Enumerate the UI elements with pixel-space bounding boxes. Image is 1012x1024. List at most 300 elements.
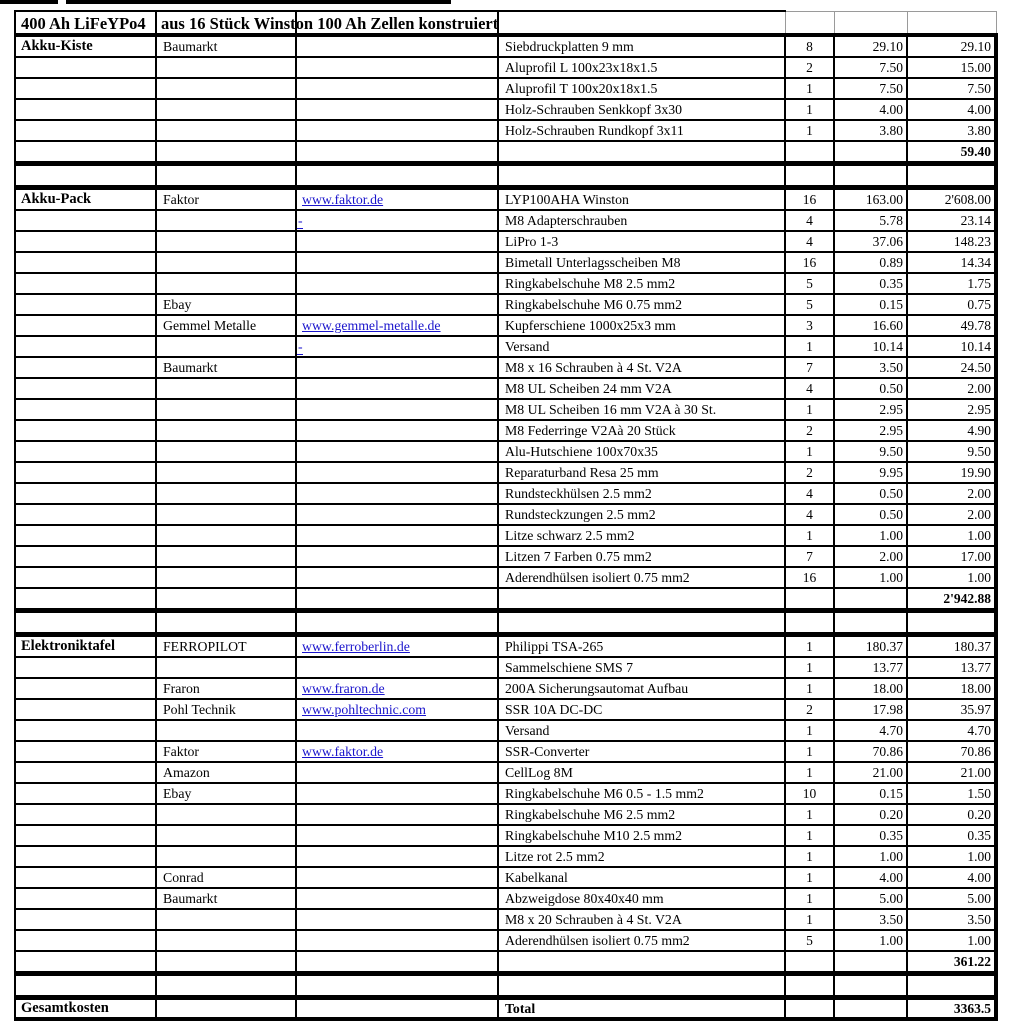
cell-url <box>296 635 498 658</box>
cell-unit-price: 180.37 <box>834 635 907 658</box>
subtotal-row <box>15 588 996 611</box>
cell-category <box>15 783 156 804</box>
table-row <box>15 420 996 441</box>
cell-item: Aluprofil L 100x23x18x1.5 <box>498 57 785 78</box>
cell-item: LiPro 1-3 <box>498 231 785 252</box>
cell-unit-price: 0.20 <box>834 804 907 825</box>
cell-total: 18.00 <box>907 678 996 699</box>
cell-empty <box>785 611 834 635</box>
table-row <box>15 462 996 483</box>
cell-empty <box>907 611 996 635</box>
cell-empty <box>156 164 296 188</box>
cell-empty <box>498 611 785 635</box>
cell-empty <box>498 141 785 164</box>
table-row <box>15 99 996 120</box>
cell-empty <box>834 164 907 188</box>
cell-supplier <box>156 546 296 567</box>
table-row <box>15 357 996 378</box>
cell-category <box>15 867 156 888</box>
cell-unit-price: 0.35 <box>834 273 907 294</box>
spacer-row <box>15 164 996 188</box>
cell-item: M8 UL Scheiben 16 mm V2A à 30 St. <box>498 399 785 420</box>
cell-total: 23.14 <box>907 210 996 231</box>
cell-section-subtotal: 59.40 <box>907 141 996 164</box>
cell-supplier <box>156 657 296 678</box>
cell-url <box>296 783 498 804</box>
cell-total: 29.10 <box>907 35 996 57</box>
cell-supplier <box>156 210 296 231</box>
cell-total: 5.00 <box>907 888 996 909</box>
cell-qty: 1 <box>785 336 834 357</box>
cell-category <box>15 888 156 909</box>
cell-supplier: Baumarkt <box>156 888 296 909</box>
table-row <box>15 762 996 783</box>
cell-unit-price: 2.95 <box>834 399 907 420</box>
table-row <box>15 846 996 867</box>
cell-url <box>296 252 498 273</box>
cell-total: 2.00 <box>907 483 996 504</box>
table-row <box>15 635 996 658</box>
cell-empty <box>834 951 907 974</box>
cell-empty <box>156 974 296 998</box>
cell-total: 13.77 <box>907 657 996 678</box>
cell-supplier: FERROPILOT <box>156 635 296 658</box>
cell-empty <box>834 588 907 611</box>
empty-link-mark: - <box>298 213 303 228</box>
cell-total: 1.75 <box>907 273 996 294</box>
cell-category: Elektroniktafel <box>15 635 156 658</box>
cell-category <box>15 930 156 951</box>
table-row <box>15 804 996 825</box>
cell-qty: 1 <box>785 678 834 699</box>
cell-supplier <box>156 909 296 930</box>
cell-item: Versand <box>498 720 785 741</box>
cell-unit-price: 4.00 <box>834 867 907 888</box>
cell-url <box>296 657 498 678</box>
cell-qty: 4 <box>785 483 834 504</box>
cell-url <box>296 231 498 252</box>
cell-total: 1.50 <box>907 783 996 804</box>
cell-supplier <box>156 252 296 273</box>
cell-item: Ringkabelschuhe M6 0.75 mm2 <box>498 294 785 315</box>
cell-url <box>296 804 498 825</box>
table-row <box>15 336 996 357</box>
url-link[interactable]: www.pohltechnic.com <box>302 702 427 717</box>
table-row <box>15 699 996 720</box>
cell-item: M8 x 16 Schrauben à 4 St. V2A <box>498 357 785 378</box>
cell-category: Akku-Kiste <box>15 35 156 57</box>
cell-qty: 2 <box>785 57 834 78</box>
table-row <box>15 210 996 231</box>
cell-category <box>15 210 156 231</box>
cell-url <box>296 741 498 762</box>
cell-unit-price: 0.50 <box>834 504 907 525</box>
cell-total: 1.00 <box>907 930 996 951</box>
cell-qty: 4 <box>785 504 834 525</box>
cell-category <box>15 546 156 567</box>
cell-empty <box>907 164 996 188</box>
cell-supplier: Gemmel Metalle <box>156 315 296 336</box>
cell-url <box>296 762 498 783</box>
cell-url <box>296 336 498 357</box>
table-row <box>15 35 996 57</box>
cell-total: 4.90 <box>907 420 996 441</box>
table-row <box>15 867 996 888</box>
cell-total: 4.70 <box>907 720 996 741</box>
cell-url <box>296 399 498 420</box>
cell-unit-price: 4.00 <box>834 99 907 120</box>
page-title: 400 Ah LiFeYPo4 <box>21 14 146 33</box>
cell-url <box>296 120 498 141</box>
cell-item: LYP100AHA Winston <box>498 188 785 211</box>
cell-unit-price: 7.50 <box>834 57 907 78</box>
cell-total: 19.90 <box>907 462 996 483</box>
cell-item: Alu-Hutschiene 100x70x35 <box>498 441 785 462</box>
url-link[interactable]: www.faktor.de <box>302 192 384 207</box>
cell-item: 200A Sicherungsautomat Aufbau <box>498 678 785 699</box>
cell-empty <box>15 611 156 635</box>
cell-item: Litzen 7 Farben 0.75 mm2 <box>498 546 785 567</box>
table-row <box>15 783 996 804</box>
cell-supplier <box>156 525 296 546</box>
cell-supplier <box>156 120 296 141</box>
cell-supplier: Baumarkt <box>156 35 296 57</box>
cell-category <box>15 483 156 504</box>
cell-qty: 1 <box>785 720 834 741</box>
cell-empty <box>296 164 498 188</box>
cell-qty: 3 <box>785 315 834 336</box>
cell-unit-price: 2.95 <box>834 420 907 441</box>
cell-category <box>15 315 156 336</box>
cell-url <box>296 210 498 231</box>
cell-empty <box>785 588 834 611</box>
cell-qty: 1 <box>785 99 834 120</box>
cell-empty <box>907 974 996 998</box>
title-cell-gray <box>785 11 834 35</box>
cell-supplier <box>156 825 296 846</box>
cell-unit-price: 1.00 <box>834 930 907 951</box>
cell-total: 4.00 <box>907 867 996 888</box>
url-link[interactable]: www.ferroberlin.de <box>302 639 410 654</box>
cell-qty: 7 <box>785 546 834 567</box>
cell-empty <box>156 611 296 635</box>
cell-item: M8 Adapterschrauben <box>498 210 785 231</box>
cell-qty: 1 <box>785 78 834 99</box>
cell-qty: 7 <box>785 357 834 378</box>
cell-url <box>296 483 498 504</box>
cell-url <box>296 867 498 888</box>
table-row <box>15 441 996 462</box>
cell-total: 0.20 <box>907 804 996 825</box>
url-link[interactable]: www.fraron.de <box>302 681 385 696</box>
cell-qty: 4 <box>785 210 834 231</box>
cell-item: M8 x 20 Schrauben à 4 St. V2A <box>498 909 785 930</box>
cell-section-subtotal: 361.22 <box>907 951 996 974</box>
cell-qty: 8 <box>785 35 834 57</box>
cell-unit-price: 4.70 <box>834 720 907 741</box>
cell-category <box>15 252 156 273</box>
cell-category <box>15 699 156 720</box>
table-row <box>15 188 996 211</box>
cell-url <box>296 99 498 120</box>
cell-total: 17.00 <box>907 546 996 567</box>
top-border-artifact <box>0 0 58 4</box>
cell-category <box>15 678 156 699</box>
cell-unit-price: 1.00 <box>834 567 907 588</box>
cell-supplier <box>156 846 296 867</box>
cell-unit-price: 5.78 <box>834 210 907 231</box>
cell-item: Ringkabelschuhe M6 0.5 - 1.5 mm2 <box>498 783 785 804</box>
cell-url <box>296 720 498 741</box>
cell-qty: 5 <box>785 294 834 315</box>
cell-empty <box>785 951 834 974</box>
title-cell-gray <box>834 11 907 35</box>
cell-unit-price: 163.00 <box>834 188 907 211</box>
cell-empty <box>834 141 907 164</box>
cell-total: 15.00 <box>907 57 996 78</box>
cell-unit-price: 3.80 <box>834 120 907 141</box>
cell-item: Holz-Schrauben Rundkopf 3x11 <box>498 120 785 141</box>
cell-url <box>296 546 498 567</box>
table-row <box>15 720 996 741</box>
cell-qty: 1 <box>785 657 834 678</box>
cell-empty <box>785 164 834 188</box>
table-row <box>15 930 996 951</box>
table-row <box>15 546 996 567</box>
cell-supplier <box>156 273 296 294</box>
cell-qty: 1 <box>785 399 834 420</box>
cell-category <box>15 741 156 762</box>
cell-item: Reparaturband Resa 25 mm <box>498 462 785 483</box>
table-row <box>15 657 996 678</box>
cell-total: 180.37 <box>907 635 996 658</box>
cell-total: 2.95 <box>907 399 996 420</box>
cell-category <box>15 399 156 420</box>
cell-total: 0.35 <box>907 825 996 846</box>
url-link[interactable]: www.gemmel-metalle.de <box>302 318 441 333</box>
cell-qty: 1 <box>785 441 834 462</box>
cell-total: 2.00 <box>907 378 996 399</box>
cell-qty: 1 <box>785 741 834 762</box>
cell-section-subtotal: 2'942.88 <box>907 588 996 611</box>
cell-supplier: Pohl Technik <box>156 699 296 720</box>
cell-unit-price: 13.77 <box>834 657 907 678</box>
table-row <box>15 399 996 420</box>
cell-qty: 4 <box>785 378 834 399</box>
cell-unit-price: 0.15 <box>834 294 907 315</box>
cell-category <box>15 378 156 399</box>
cell-qty: 10 <box>785 783 834 804</box>
table-row <box>15 678 996 699</box>
cell-total: 35.97 <box>907 699 996 720</box>
cell-item: Ringkabelschuhe M8 2.5 mm2 <box>498 273 785 294</box>
cell-unit-price: 16.60 <box>834 315 907 336</box>
cell-qty: 1 <box>785 846 834 867</box>
cell-empty <box>785 998 834 1020</box>
cell-category <box>15 99 156 120</box>
cell-item: Versand <box>498 336 785 357</box>
cell-empty <box>834 611 907 635</box>
cell-unit-price: 18.00 <box>834 678 907 699</box>
cell-item: Ringkabelschuhe M6 2.5 mm2 <box>498 804 785 825</box>
cell-item: SSR 10A DC-DC <box>498 699 785 720</box>
cell-url <box>296 35 498 57</box>
cell-qty: 16 <box>785 567 834 588</box>
cell-item: M8 Federringe V2Aà 20 Stück <box>498 420 785 441</box>
cell-empty <box>15 588 156 611</box>
cell-qty: 1 <box>785 762 834 783</box>
cell-item: Holz-Schrauben Senkkopf 3x30 <box>498 99 785 120</box>
cell-unit-price: 0.50 <box>834 378 907 399</box>
cell-supplier: Ebay <box>156 294 296 315</box>
cell-supplier <box>156 399 296 420</box>
cell-url <box>296 357 498 378</box>
table-row <box>15 294 996 315</box>
table-row <box>15 252 996 273</box>
url-link[interactable]: www.faktor.de <box>302 744 384 759</box>
cell-url <box>296 294 498 315</box>
cell-url <box>296 57 498 78</box>
cell-category <box>15 294 156 315</box>
cell-qty: 4 <box>785 231 834 252</box>
cell-qty: 1 <box>785 867 834 888</box>
cell-supplier <box>156 930 296 951</box>
cell-empty <box>296 611 498 635</box>
cell-category <box>15 57 156 78</box>
cell-total: 21.00 <box>907 762 996 783</box>
cell-item: Rundsteckzungen 2.5 mm2 <box>498 504 785 525</box>
cell-unit-price: 10.14 <box>834 336 907 357</box>
cell-empty <box>296 974 498 998</box>
cell-total: 3.80 <box>907 120 996 141</box>
cell-supplier <box>156 57 296 78</box>
cell-url <box>296 888 498 909</box>
cell-supplier <box>156 804 296 825</box>
table-row <box>15 483 996 504</box>
cell-supplier <box>156 720 296 741</box>
cell-total: 4.00 <box>907 99 996 120</box>
cell-category <box>15 762 156 783</box>
cell-url <box>296 462 498 483</box>
cell-empty <box>296 998 498 1020</box>
cost-table <box>14 10 998 1021</box>
cell-supplier <box>156 483 296 504</box>
cell-url <box>296 420 498 441</box>
cell-supplier <box>156 78 296 99</box>
cell-total: 9.50 <box>907 441 996 462</box>
cell-category <box>15 657 156 678</box>
table-row <box>15 273 996 294</box>
title-cell-gray <box>907 11 996 35</box>
table-row <box>15 525 996 546</box>
cell-unit-price: 29.10 <box>834 35 907 57</box>
cell-total: 0.75 <box>907 294 996 315</box>
cell-url <box>296 273 498 294</box>
cell-category <box>15 357 156 378</box>
cell-category <box>15 567 156 588</box>
cell-supplier <box>156 462 296 483</box>
cell-unit-price: 1.00 <box>834 846 907 867</box>
cell-empty <box>498 951 785 974</box>
cell-qty: 1 <box>785 888 834 909</box>
cell-item: Siebdruckplatten 9 mm <box>498 35 785 57</box>
cell-category <box>15 231 156 252</box>
cell-unit-price: 7.50 <box>834 78 907 99</box>
top-border-artifact <box>66 0 451 4</box>
cell-unit-price: 9.50 <box>834 441 907 462</box>
cell-empty <box>498 974 785 998</box>
table-row <box>15 231 996 252</box>
cell-supplier <box>156 420 296 441</box>
cell-empty <box>156 998 296 1020</box>
cell-supplier <box>156 231 296 252</box>
cell-empty <box>156 588 296 611</box>
cell-empty <box>15 141 156 164</box>
cell-empty <box>834 974 907 998</box>
cell-category <box>15 462 156 483</box>
cell-qty: 16 <box>785 252 834 273</box>
table-row <box>15 825 996 846</box>
cell-supplier: Faktor <box>156 741 296 762</box>
cell-qty: 1 <box>785 909 834 930</box>
cell-total: 148.23 <box>907 231 996 252</box>
cell-supplier <box>156 567 296 588</box>
cell-item: Aluprofil T 100x20x18x1.5 <box>498 78 785 99</box>
spacer-row <box>15 974 996 998</box>
cell-unit-price: 2.00 <box>834 546 907 567</box>
cell-qty: 5 <box>785 930 834 951</box>
cell-category <box>15 846 156 867</box>
cell-unit-price: 3.50 <box>834 357 907 378</box>
cell-qty: 5 <box>785 273 834 294</box>
cell-category <box>15 720 156 741</box>
cell-category <box>15 525 156 546</box>
cell-empty <box>156 951 296 974</box>
cell-item: Abzweigdose 80x40x40 mm <box>498 888 785 909</box>
cell-empty <box>834 998 907 1020</box>
cell-item: Bimetall Unterlagsscheiben M8 <box>498 252 785 273</box>
cell-item: Kupferschiene 1000x25x3 mm <box>498 315 785 336</box>
cell-supplier <box>156 99 296 120</box>
cell-empty <box>498 588 785 611</box>
cell-url <box>296 188 498 211</box>
cell-url <box>296 525 498 546</box>
cell-empty <box>15 951 156 974</box>
cell-supplier: Fraron <box>156 678 296 699</box>
cell-unit-price: 0.50 <box>834 483 907 504</box>
cell-total: 14.34 <box>907 252 996 273</box>
cell-total: 49.78 <box>907 315 996 336</box>
cell-empty <box>785 974 834 998</box>
cell-url <box>296 567 498 588</box>
cell-grand-total: 3363.5 <box>907 998 996 1020</box>
cell-total: 1.00 <box>907 846 996 867</box>
cell-unit-price: 5.00 <box>834 888 907 909</box>
cell-unit-price: 3.50 <box>834 909 907 930</box>
cell-empty <box>15 974 156 998</box>
cell-item: M8 UL Scheiben 24 mm V2A <box>498 378 785 399</box>
cell-category <box>15 78 156 99</box>
cell-empty <box>15 164 156 188</box>
cell-url <box>296 378 498 399</box>
cell-url <box>296 315 498 336</box>
table-row <box>15 888 996 909</box>
cell-unit-price: 0.35 <box>834 825 907 846</box>
cell-supplier <box>156 441 296 462</box>
cell-url <box>296 78 498 99</box>
cell-total: 3.50 <box>907 909 996 930</box>
cell-item: Ringkabelschuhe M10 2.5 mm2 <box>498 825 785 846</box>
